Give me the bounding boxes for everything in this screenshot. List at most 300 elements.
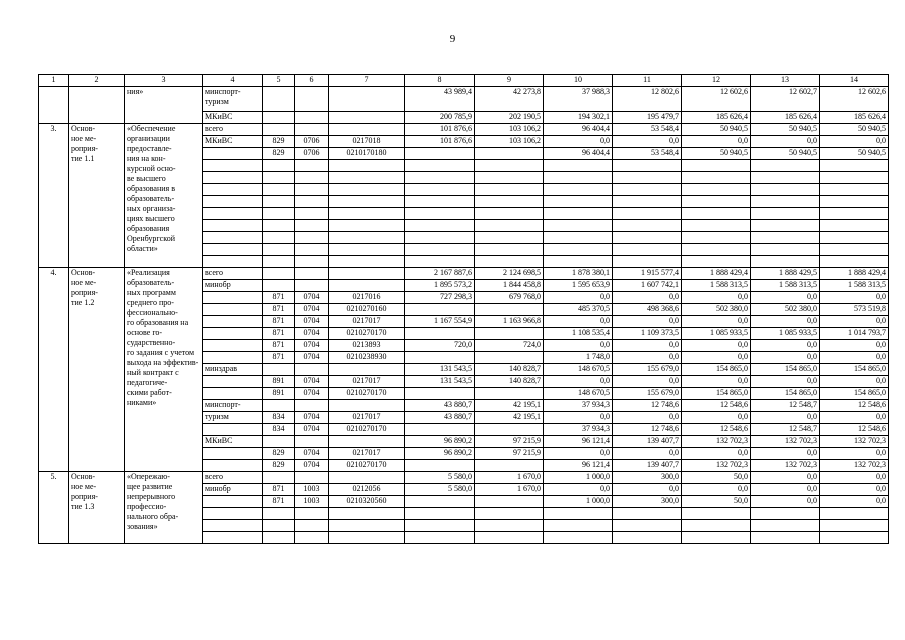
empty-cell [203,256,263,268]
empty-cell [475,508,544,520]
executor-cell: всего [203,124,263,136]
empty-cell [295,160,329,172]
rz-cell: 0704 [295,448,329,460]
csr-cell [329,112,405,124]
measure-type-cell: Основ- ное ме- роприя- тие 1.3 [69,472,125,544]
empty-cell [329,220,405,232]
value-cell: 0,0 [820,484,889,496]
value-cell [475,148,544,160]
value-cell: 0,0 [820,412,889,424]
rz-cell: 0704 [295,388,329,400]
value-cell: 1 085 933,5 [682,328,751,340]
empty-cell [329,532,405,544]
executor-cell [203,292,263,304]
value-cell [405,496,475,508]
rz-cell: 0704 [295,340,329,352]
value-cell [475,460,544,472]
empty-cell [475,160,544,172]
empty-cell [751,184,820,196]
value-cell: 1 588 313,5 [682,280,751,292]
grbs-cell: 891 [263,376,295,388]
empty-cell [329,232,405,244]
value-cell: 1 888 429,4 [682,268,751,280]
value-cell: 1 167 554,9 [405,316,475,328]
value-cell: 0,0 [751,316,820,328]
value-cell: 0,0 [544,376,613,388]
value-cell: 53 548,4 [613,124,682,136]
empty-cell [475,256,544,268]
measure-name-cell: ния» [125,87,203,124]
csr-cell: 0210270170 [329,388,405,400]
empty-cell [544,196,613,208]
value-cell: 185 626,4 [682,112,751,124]
empty-cell [475,244,544,256]
value-cell: 139 407,7 [613,460,682,472]
empty-cell [613,184,682,196]
empty-cell [613,208,682,220]
value-cell: 42 195,1 [475,412,544,424]
value-cell: 12 548,6 [682,424,751,436]
value-cell: 132 702,3 [682,460,751,472]
rz-cell: 0704 [295,304,329,316]
empty-cell [544,184,613,196]
rz-cell: 0704 [295,376,329,388]
value-cell: 0,0 [820,316,889,328]
grbs-cell: 871 [263,316,295,328]
value-cell: 50,0 [682,496,751,508]
empty-cell [263,244,295,256]
empty-cell [405,232,475,244]
value-cell: 131 543,5 [405,376,475,388]
empty-cell [203,172,263,184]
empty-cell [613,244,682,256]
table-row [39,124,889,136]
empty-cell [263,508,295,520]
executor-cell: минобр [203,484,263,496]
value-cell: 0,0 [613,316,682,328]
value-cell: 96 404,4 [544,124,613,136]
value-cell: 194 302,1 [544,112,613,124]
empty-cell [295,520,329,532]
value-cell: 185 626,4 [751,112,820,124]
value-cell [475,496,544,508]
value-cell: 96 121,4 [544,460,613,472]
value-cell: 37 934,3 [544,424,613,436]
value-cell [475,388,544,400]
value-cell: 132 702,3 [820,460,889,472]
measure-type-cell: Основ- ное ме- роприя- тие 1.1 [69,124,125,268]
value-cell: 12 548,6 [682,400,751,412]
empty-cell [682,232,751,244]
value-cell: 1 748,0 [544,352,613,364]
empty-cell [751,244,820,256]
empty-cell [682,184,751,196]
empty-cell [751,160,820,172]
empty-cell [544,208,613,220]
value-cell: 300,0 [613,472,682,484]
empty-cell [682,160,751,172]
value-cell: 1 888 429,5 [751,268,820,280]
value-cell [405,148,475,160]
value-cell: 202 190,5 [475,112,544,124]
grbs-cell: 891 [263,388,295,400]
value-cell: 1 000,0 [544,496,613,508]
value-cell: 0,0 [613,412,682,424]
value-cell [475,352,544,364]
value-cell: 155 679,0 [613,364,682,376]
value-cell: 0,0 [613,352,682,364]
value-cell [405,352,475,364]
empty-cell [751,508,820,520]
header-cell: 14 [820,75,889,87]
empty-cell [820,184,889,196]
empty-cell [613,256,682,268]
rz-cell [295,124,329,136]
header-cell: 12 [682,75,751,87]
value-cell: 12 748,6 [613,400,682,412]
header-cell: 8 [405,75,475,87]
grbs-cell [263,124,295,136]
empty-cell [329,196,405,208]
value-cell: 154 865,0 [751,364,820,376]
grbs-cell: 871 [263,292,295,304]
grbs-cell: 871 [263,484,295,496]
value-cell: 0,0 [613,292,682,304]
value-cell: 97 215,9 [475,448,544,460]
value-cell: 0,0 [544,448,613,460]
value-cell: 96 121,4 [544,436,613,448]
value-cell: 1 014 793,7 [820,328,889,340]
value-cell: 0,0 [613,484,682,496]
empty-cell [544,256,613,268]
empty-cell [203,532,263,544]
empty-cell [751,256,820,268]
value-cell: 5 580,0 [405,484,475,496]
csr-cell: 0210270170 [329,424,405,436]
empty-cell [544,232,613,244]
table-row [39,472,889,484]
value-cell: 1 895 573,2 [405,280,475,292]
header-cell: 3 [125,75,203,87]
value-cell: 139 407,7 [613,436,682,448]
value-cell: 0,0 [544,484,613,496]
grbs-cell: 829 [263,136,295,148]
empty-cell [329,256,405,268]
rz-cell [295,87,329,112]
grbs-cell [263,400,295,412]
csr-cell [329,400,405,412]
empty-cell [820,160,889,172]
rz-cell: 0704 [295,328,329,340]
value-cell: 1 588 313,5 [820,280,889,292]
csr-cell: 0212056 [329,484,405,496]
csr-cell [329,364,405,376]
value-cell [405,304,475,316]
executor-cell [203,328,263,340]
empty-cell [475,184,544,196]
empty-cell [475,232,544,244]
rz-cell: 1003 [295,484,329,496]
empty-cell [329,520,405,532]
value-cell: 50 940,5 [820,124,889,136]
value-cell: 195 479,7 [613,112,682,124]
value-cell: 12 548,6 [820,424,889,436]
csr-cell: 0217017 [329,412,405,424]
value-cell [475,424,544,436]
empty-cell [820,232,889,244]
empty-cell [475,208,544,220]
empty-cell [820,532,889,544]
empty-cell [405,244,475,256]
empty-cell [820,508,889,520]
value-cell: 485 370,5 [544,304,613,316]
row-number-cell: 4. [39,268,69,472]
value-cell: 0,0 [751,340,820,352]
measure-type-cell [69,87,125,124]
empty-cell [544,244,613,256]
empty-cell [295,184,329,196]
value-cell: 140 828,7 [475,376,544,388]
empty-cell [263,520,295,532]
grbs-cell [263,364,295,376]
budget-table [38,74,889,544]
empty-cell [820,172,889,184]
empty-cell [475,220,544,232]
value-cell: 50 940,5 [682,124,751,136]
empty-cell [405,196,475,208]
empty-cell [544,160,613,172]
value-cell: 154 865,0 [820,388,889,400]
csr-cell: 0217018 [329,136,405,148]
header-cell: 10 [544,75,613,87]
csr-cell [329,436,405,448]
executor-cell: минспорт- [203,400,263,412]
value-cell: 1 670,0 [475,484,544,496]
csr-cell: 0213893 [329,340,405,352]
grbs-cell: 871 [263,352,295,364]
value-cell [405,388,475,400]
rz-cell: 0704 [295,460,329,472]
value-cell: 727 298,3 [405,292,475,304]
table-body [39,75,889,544]
empty-cell [295,256,329,268]
rz-cell [295,472,329,484]
header-cell: 13 [751,75,820,87]
csr-cell [329,472,405,484]
csr-cell: 0210270170 [329,460,405,472]
value-cell: 154 865,0 [751,388,820,400]
executor-cell: минздрав [203,364,263,376]
value-cell: 0,0 [751,472,820,484]
rz-cell [295,268,329,280]
empty-cell [613,508,682,520]
value-cell: 0,0 [544,316,613,328]
empty-cell [544,520,613,532]
value-cell: 1 670,0 [475,472,544,484]
value-cell: 0,0 [682,316,751,328]
value-cell: 50 940,5 [820,148,889,160]
value-cell: 5 580,0 [405,472,475,484]
value-cell: 12 748,6 [613,424,682,436]
value-cell: 132 702,3 [820,436,889,448]
value-cell: 12 602,6 [820,87,889,112]
value-cell: 0,0 [751,484,820,496]
csr-cell: 0217017 [329,376,405,388]
rz-cell: 0706 [295,148,329,160]
empty-cell [203,160,263,172]
empty-cell [263,196,295,208]
value-cell [405,328,475,340]
value-cell: 0,0 [613,376,682,388]
empty-cell [329,244,405,256]
value-cell: 0,0 [751,412,820,424]
value-cell: 43 989,4 [405,87,475,112]
empty-cell [544,532,613,544]
header-cell: 2 [69,75,125,87]
value-cell [475,328,544,340]
rz-cell: 1003 [295,496,329,508]
header-cell: 11 [613,75,682,87]
value-cell: 1 163 966,8 [475,316,544,328]
header-cell: 5 [263,75,295,87]
grbs-cell [263,112,295,124]
empty-cell [263,220,295,232]
csr-cell: 0210270170 [329,328,405,340]
csr-cell: 0210170180 [329,148,405,160]
csr-cell [329,268,405,280]
value-cell: 154 865,0 [682,388,751,400]
value-cell: 2 167 887,6 [405,268,475,280]
value-cell: 185 626,4 [820,112,889,124]
value-cell: 37 934,3 [544,400,613,412]
rz-cell: 0704 [295,424,329,436]
empty-cell [203,208,263,220]
grbs-cell [263,268,295,280]
empty-cell [751,196,820,208]
empty-cell [682,532,751,544]
value-cell: 12 548,6 [820,400,889,412]
table-row [39,87,889,112]
empty-cell [329,208,405,220]
value-cell: 0,0 [682,448,751,460]
value-cell: 300,0 [613,496,682,508]
empty-cell [295,172,329,184]
value-cell: 502 380,0 [751,304,820,316]
value-cell: 502 380,0 [682,304,751,316]
value-cell: 0,0 [544,292,613,304]
value-cell: 132 702,3 [751,436,820,448]
value-cell: 154 865,0 [682,364,751,376]
value-cell: 0,0 [820,472,889,484]
executor-cell [203,352,263,364]
rz-cell: 0704 [295,352,329,364]
empty-cell [613,172,682,184]
empty-cell [263,208,295,220]
value-cell: 0,0 [820,352,889,364]
empty-cell [405,220,475,232]
empty-cell [295,244,329,256]
value-cell: 200 785,9 [405,112,475,124]
empty-cell [203,520,263,532]
empty-cell [613,196,682,208]
value-cell [405,424,475,436]
value-cell: 148 670,5 [544,364,613,376]
grbs-cell [263,436,295,448]
value-cell: 0,0 [613,448,682,460]
empty-cell [203,220,263,232]
empty-cell [751,208,820,220]
empty-cell [329,160,405,172]
empty-cell [751,232,820,244]
csr-cell [329,280,405,292]
executor-cell [203,388,263,400]
value-cell: 0,0 [751,496,820,508]
empty-cell [475,532,544,544]
empty-cell [405,256,475,268]
empty-cell [820,244,889,256]
value-cell: 155 679,0 [613,388,682,400]
grbs-cell: 834 [263,424,295,436]
csr-cell: 0217017 [329,316,405,328]
empty-cell [263,184,295,196]
header-cell: 7 [329,75,405,87]
empty-cell [405,520,475,532]
empty-cell [613,232,682,244]
executor-cell: МКиВС [203,436,263,448]
empty-cell [820,520,889,532]
value-cell: 132 702,3 [682,436,751,448]
empty-cell [544,508,613,520]
value-cell: 1 085 933,5 [751,328,820,340]
value-cell: 1 844 458,8 [475,280,544,292]
value-cell: 132 702,3 [751,460,820,472]
value-cell: 12 548,7 [751,424,820,436]
empty-cell [820,196,889,208]
empty-cell [329,184,405,196]
rz-cell [295,112,329,124]
empty-cell [475,196,544,208]
grbs-cell: 829 [263,460,295,472]
empty-cell [263,256,295,268]
grbs-cell: 871 [263,340,295,352]
value-cell: 0,0 [751,292,820,304]
value-cell: 724,0 [475,340,544,352]
executor-cell: туризм [203,412,263,424]
grbs-cell: 829 [263,448,295,460]
value-cell: 0,0 [544,340,613,352]
value-cell: 0,0 [682,484,751,496]
value-cell: 0,0 [544,412,613,424]
measure-name-cell: «Реализация образователь- ных программ среднего про- фессионально- го образования на основе го- сударственно- го задания с учетом выхода на эффектив- ный контракт с педагогиче- скими работ- никами» [125,268,203,472]
value-cell: 140 828,7 [475,364,544,376]
value-cell: 0,0 [751,352,820,364]
row-number-cell [39,87,69,124]
grbs-cell [263,87,295,112]
empty-cell [405,172,475,184]
measure-name-cell: «Опережаю- щее развитие непрерывного профессио- нального обра- зования» [125,472,203,544]
csr-cell [329,87,405,112]
value-cell: 1 109 373,5 [613,328,682,340]
empty-cell [329,172,405,184]
executor-cell [203,460,263,472]
value-cell: 1 000,0 [544,472,613,484]
csr-cell: 0210238930 [329,352,405,364]
rz-cell [295,400,329,412]
empty-cell [203,196,263,208]
empty-cell [405,508,475,520]
executor-cell [203,424,263,436]
rz-cell: 0706 [295,136,329,148]
